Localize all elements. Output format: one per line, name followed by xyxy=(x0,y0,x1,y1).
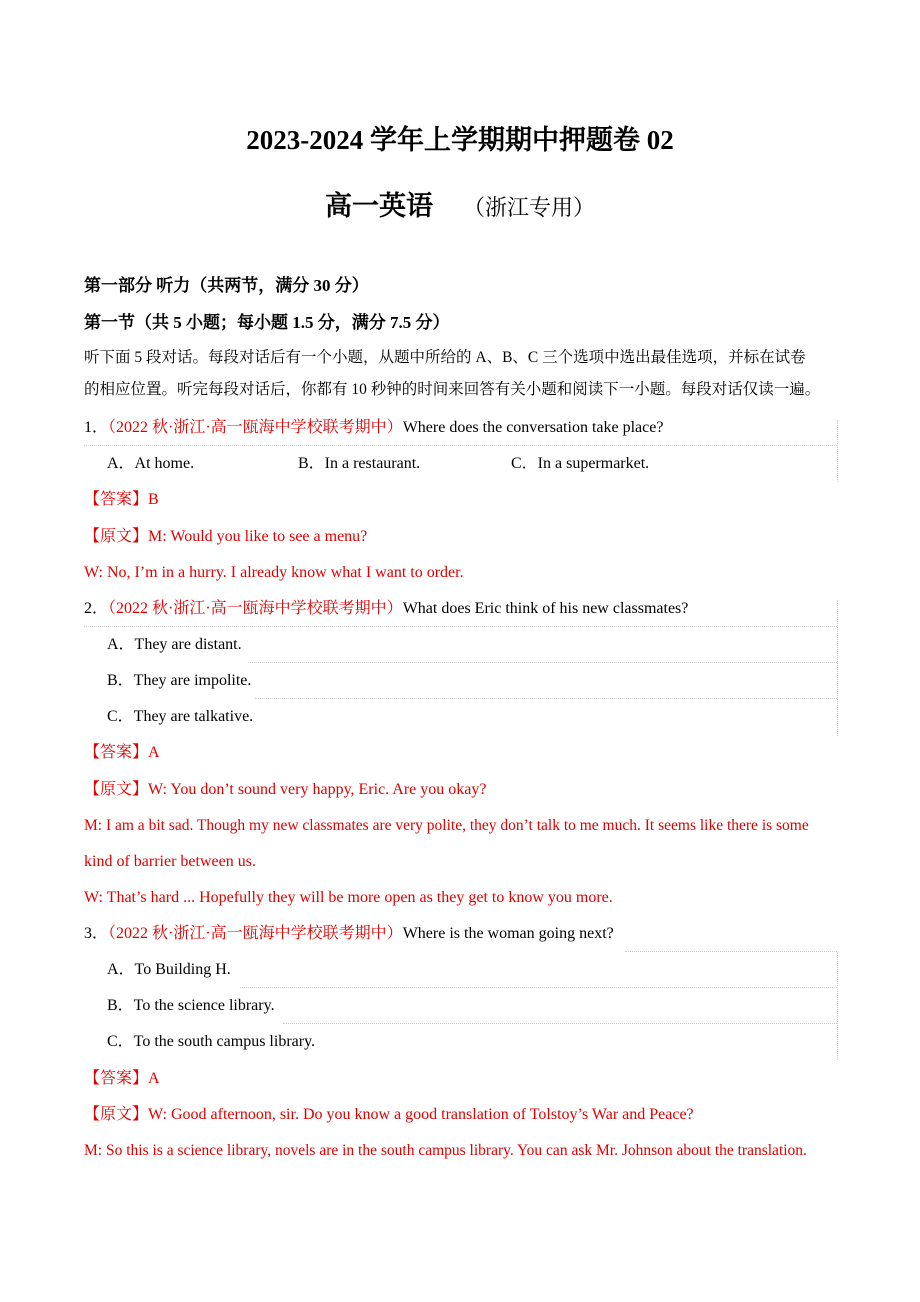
question-1-option-c: C．In a supermarket. xyxy=(511,455,650,472)
question-3-source: （2022 秋·浙江·高一瓯海中学校联考期中） xyxy=(108,925,403,942)
divider xyxy=(248,662,837,663)
answer-value: A xyxy=(148,744,160,761)
question-1-transcript-1 xyxy=(84,527,367,547)
answer-label: 【答案】 xyxy=(84,491,149,508)
question-1-transcript-2: W: No, I’m in a hurry. I already know what I want to order. xyxy=(84,564,464,581)
answer-label: 【答案】 xyxy=(84,1070,149,1087)
divider xyxy=(837,420,838,482)
question-3-stem-line xyxy=(84,924,614,944)
question-2-option-a: A．They are distant. xyxy=(107,636,242,653)
divider xyxy=(283,1023,837,1024)
question-2-answer xyxy=(84,743,160,763)
question-2-option-c: C．They are talkative. xyxy=(107,708,254,725)
answer-label: 【答案】 xyxy=(84,744,149,761)
exam-subject-line xyxy=(0,184,920,223)
question-3-answer xyxy=(84,1069,160,1089)
question-3-transcript-1 xyxy=(84,1105,694,1125)
question-2-transcript-1 xyxy=(84,780,486,800)
question-3-transcript-2: M: So this is a science library, novels are in the south campus library. You can ask Mr. Johnson about the translation. xyxy=(84,1142,807,1159)
question-2-transcript-3: kind of barrier between us. xyxy=(84,853,256,870)
instructions-line-1: 听下面 5 段对话。每段对话后有一个小题，从题中所给的 A、B、C 三个选项中选出最佳选项，并标在试卷 xyxy=(84,349,806,366)
divider xyxy=(84,445,837,446)
question-1-answer xyxy=(84,490,159,510)
answer-value: A xyxy=(148,1070,160,1087)
question-2-source: （2022 秋·浙江·高一瓯海中学校联考期中） xyxy=(108,600,403,617)
question-2-transcript-2: M: I am a bit sad. Though my new classmates are very polite, they don’t talk to me much. It seems like there is some xyxy=(84,817,809,834)
transcript-label: 【原文】 xyxy=(84,1106,149,1123)
question-2-stem-line xyxy=(84,599,688,619)
question-1-option-b: B．In a restaurant. xyxy=(298,455,421,472)
section-heading: 第一节（共 5 小题；每小题 1.5 分，满分 7.5 分） xyxy=(84,313,450,332)
question-3-stem: Where is the woman going next? xyxy=(402,925,614,942)
answer-value: B xyxy=(148,491,159,508)
transcript-line: W: Good afternoon, sir. Do you know a good translation of Tolstoy’s War and Peace? xyxy=(148,1106,694,1123)
instructions-line-2: 的相应位置。听完每段对话后，你都有 10 秒钟的时间来回答有关小题和阅读下一小题。每段对话仅读一遍。 xyxy=(84,381,821,398)
question-1-stem-line xyxy=(84,418,663,438)
question-3-option-c: C．To the south campus library. xyxy=(107,1033,316,1050)
part-heading: 第一部分 听力（共两节，满分 30 分） xyxy=(84,276,369,295)
question-2-stem: What does Eric think of his new classmates? xyxy=(402,600,689,617)
question-1-stem: Where does the conversation take place? xyxy=(402,419,664,436)
divider xyxy=(84,626,837,627)
divider xyxy=(837,952,838,1060)
question-3-number: 3． xyxy=(84,925,109,942)
exam-title: 2023-2024 学年上学期期中押题卷 02 xyxy=(246,125,674,155)
question-1-number: 1． xyxy=(84,419,109,436)
question-2-transcript-4: W: That’s hard ... Hopefully they will be more open as they get to know you more. xyxy=(84,889,613,906)
divider xyxy=(255,698,837,699)
question-2-option-b: B．They are impolite. xyxy=(107,672,252,689)
question-1-option-a: A．At home. xyxy=(107,455,195,472)
exam-subject: 高一英语 xyxy=(324,191,433,221)
question-3-option-b: B．To the science library. xyxy=(107,997,275,1014)
exam-edition: （浙江专用） xyxy=(462,195,595,220)
divider xyxy=(625,951,837,952)
transcript-label: 【原文】 xyxy=(84,781,149,798)
divider xyxy=(240,987,837,988)
question-2-number: 2． xyxy=(84,600,109,617)
transcript-line: M: Would you like to see a menu? xyxy=(148,528,368,545)
question-1-source: （2022 秋·浙江·高一瓯海中学校联考期中） xyxy=(108,419,403,436)
question-3-option-a: A．To Building H. xyxy=(107,961,231,978)
divider xyxy=(837,600,838,736)
transcript-label: 【原文】 xyxy=(84,528,149,545)
transcript-line: W: You don’t sound very happy, Eric. Are you okay? xyxy=(148,781,487,798)
